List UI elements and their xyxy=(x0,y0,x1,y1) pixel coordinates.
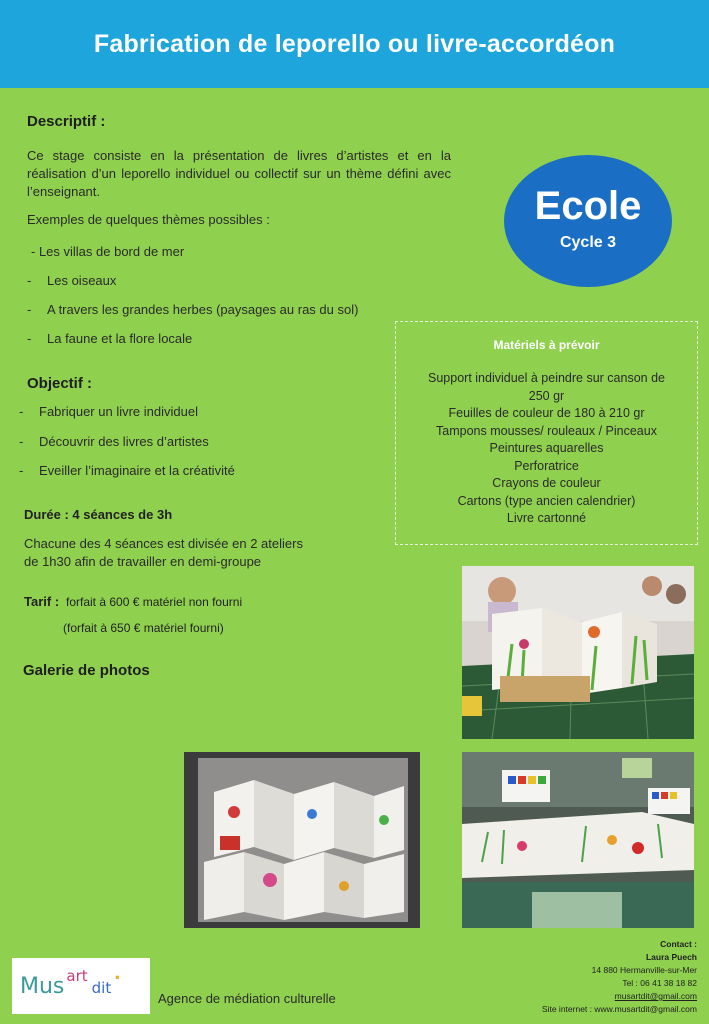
ecole-badge xyxy=(504,155,672,287)
contact-site[interactable]: Site internet : www.musartdit@gmail.com xyxy=(541,1004,697,1014)
contact-block xyxy=(542,938,697,1016)
contact-name: Laura Puech xyxy=(645,952,697,962)
photo-painting-table xyxy=(462,752,694,928)
objectif-heading: Objectif : xyxy=(27,375,93,392)
descriptif-text: Ce stage consiste en la présentation de livres d’artistes et en la réalisation d’un leporello individuel ou collectif sur un thème défini avec l’enseignant. xyxy=(27,148,451,199)
materials-item: 250 gr xyxy=(528,388,565,403)
materials-item: Livre cartonné xyxy=(506,511,587,525)
materials-item: Perforatrice xyxy=(514,458,579,473)
photo-workshop xyxy=(462,566,694,739)
page-header xyxy=(0,0,709,88)
materials-list xyxy=(396,370,697,528)
badge-title: Ecole xyxy=(534,184,642,228)
contact-phone: Tel : 06 41 38 18 82 xyxy=(622,978,697,988)
photo-accordion-books xyxy=(184,752,420,928)
theme-item: - A travers les grandes herbes (paysages au ras du sol) xyxy=(27,302,359,317)
agency-label: Agence de médiation culturelle xyxy=(158,991,336,1006)
page-title: Fabrication de leporello ou livre-accordéon xyxy=(93,29,616,58)
badge-subtitle: Cycle 3 xyxy=(559,234,617,251)
materials-item: Feuilles de couleur de 180 à 210 gr xyxy=(448,406,645,420)
descriptif-heading: Descriptif : xyxy=(27,113,106,130)
materials-item: Tampons mousses/ rouleaux / Pinceaux xyxy=(436,423,657,438)
materials-item: Cartons (type ancien calendrier) xyxy=(457,493,636,508)
gallery-heading: Galerie de photos xyxy=(23,662,150,679)
tarif-label: Tarif : xyxy=(24,594,60,609)
duree-line: de 1h30 afin de travailler en demi-groupe xyxy=(24,554,262,569)
materials-item: Peintures aquarelles xyxy=(489,441,604,455)
theme-item: - La faune et la flore locale xyxy=(27,331,193,346)
materials-box xyxy=(395,321,698,545)
musartdit-logo: Mus art dit . xyxy=(12,958,150,1014)
contact-email[interactable]: musartdit@gmail.com xyxy=(614,991,697,1001)
tarif-line: forfait à 600 € matériel non fourni xyxy=(66,595,243,609)
duree-heading: Durée : 4 séances de 3h xyxy=(24,507,173,522)
duree-line: Chacune des 4 séances est divisée en 2 ateliers xyxy=(24,536,303,551)
examples-intro: Exemples de quelques thèmes possibles : xyxy=(27,212,270,227)
objectif-item: - Fabriquer un livre individuel xyxy=(19,404,198,419)
materials-item: Crayons de couleur xyxy=(492,476,601,490)
materials-title: Matériels à prévoir xyxy=(493,338,600,352)
materials-item: Support individuel à peindre sur canson de xyxy=(428,371,665,385)
tarif-line: (forfait à 650 € matériel fourni) xyxy=(63,621,224,635)
theme-item-first: - Les villas de bord de mer xyxy=(31,244,185,259)
objectif-item: - Eveiller l’imaginaire et la créativité xyxy=(19,463,235,478)
theme-item: - Les oiseaux xyxy=(27,273,117,288)
contact-address: 14 880 Hermanville-sur-Mer xyxy=(591,965,697,975)
contact-label: Contact : xyxy=(660,939,697,949)
objectif-item: - Découvrir des livres d’artistes xyxy=(19,434,209,449)
